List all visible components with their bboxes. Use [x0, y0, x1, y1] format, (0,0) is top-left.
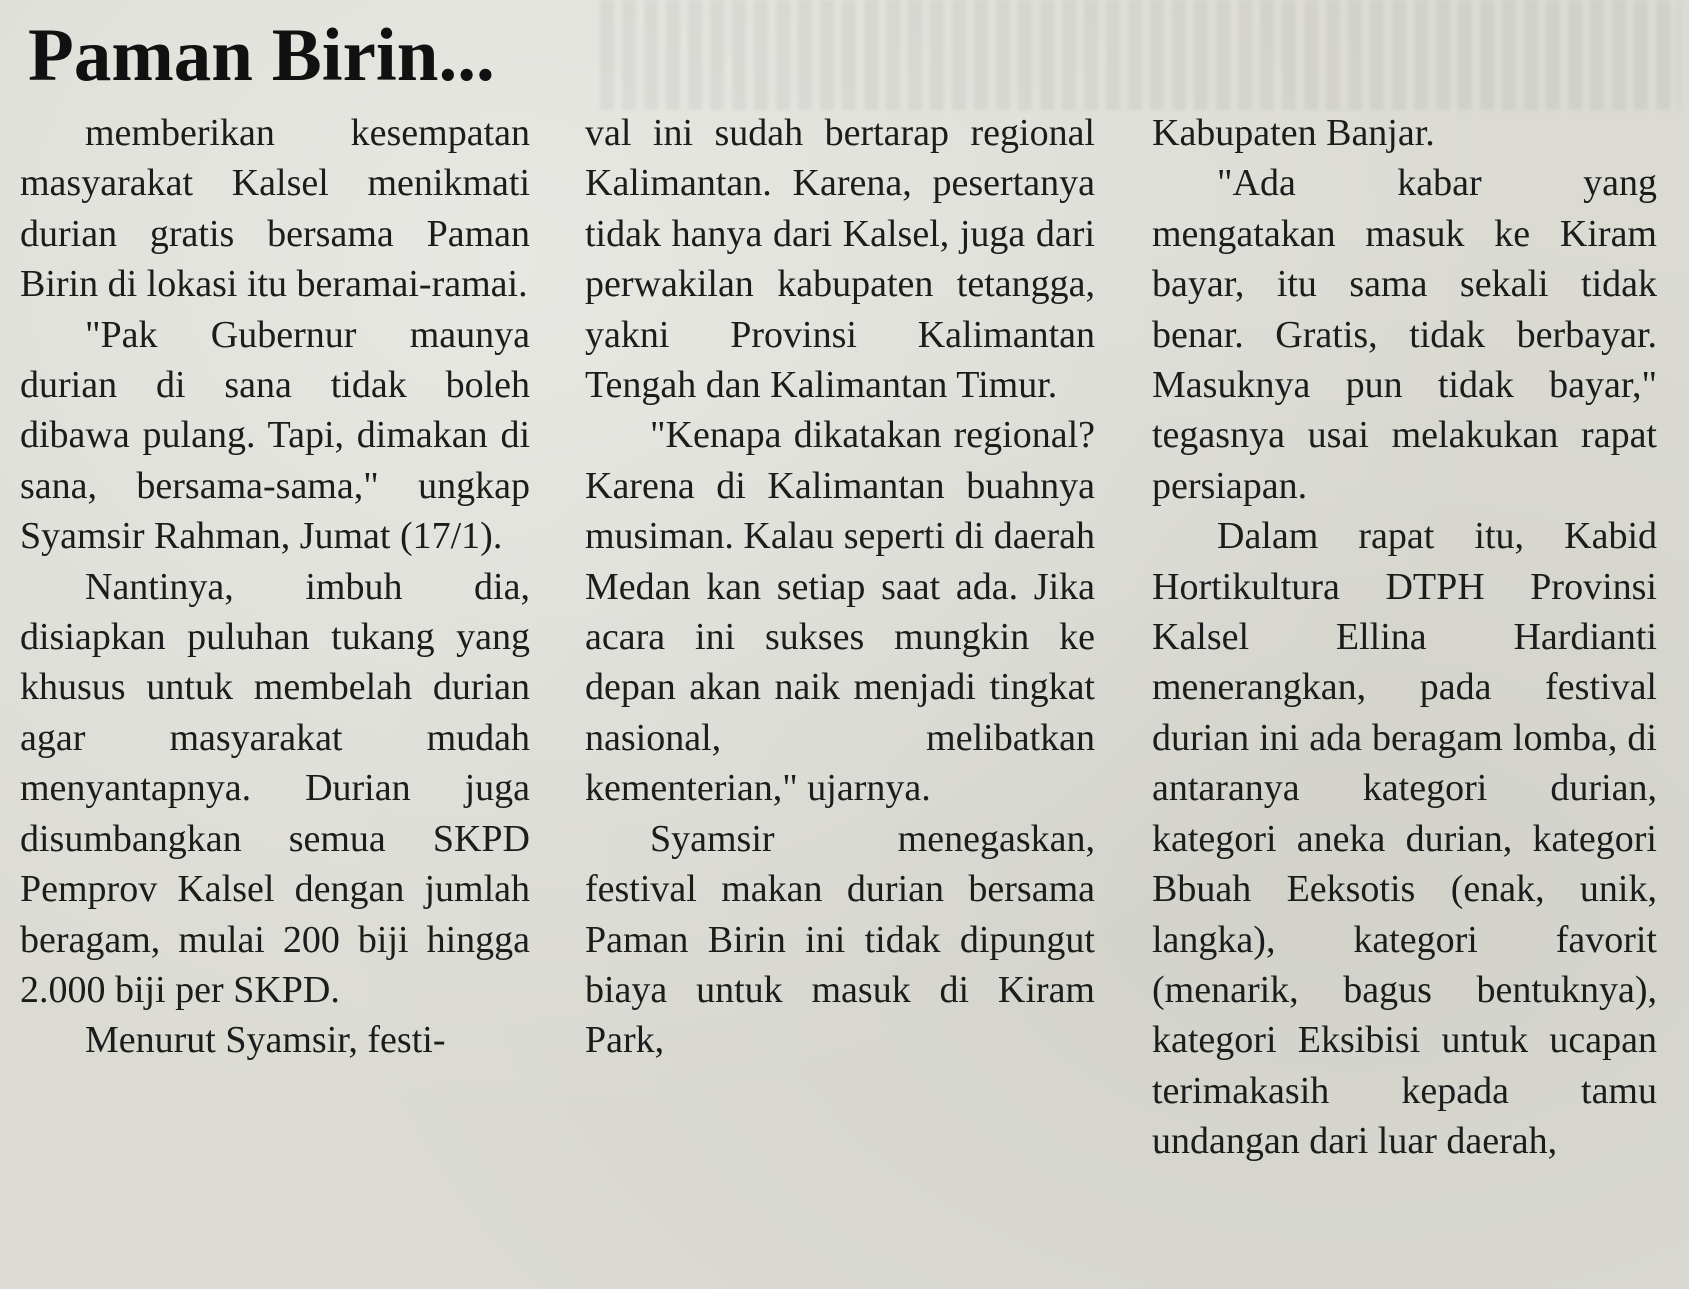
- paragraph: val ini sudah bertarap regional Kalimantan. Karena, pesertanya tidak hanya dari Kalsel, juga dari perwakilan kabupaten tetangga, yakni Provinsi Kalimantan Tengah dan Kalimantan Timur.: [585, 112, 1095, 407]
- paragraph: "Ada kabar yang mengatakan masuk ke Kiram bayar, itu sama sekali tidak benar. Gratis, tidak berbayar. Masuknya pun tidak bayar," tegasnya usai melakukan rapat persiapan.: [1152, 162, 1657, 507]
- article-column-1: [20, 108, 530, 1066]
- paragraph: Dalam rapat itu, Kabid Hortikultura DTPH Provinsi Kalsel Ellina Hardianti menerangkan, pada festival durian ini ada beragam lomba, di antaranya kategori durian, kategori aneka durian, kategori Bbuah Eeksotis (enak, unik, langka), kategori favorit (menarik, bagus bentuknya), kategori Eksibisi untuk ucapan terimakasih kepada tamu undangan dari luar daerah,: [1152, 515, 1657, 1163]
- paragraph: Kabupaten Banjar.: [1152, 112, 1435, 154]
- paragraph: "Pak Gubernur maunya durian di sana tidak boleh dibawa pulang. Tapi, dimakan di sana, bersama-sama," ungkap Syamsir Rahman, Jumat (17/1).: [20, 313, 530, 558]
- paragraph: Syamsir menegaskan, festival makan durian bersama Paman Birin ini tidak dipungut biaya untuk masuk di Kiram Park,: [585, 817, 1095, 1062]
- paragraph: Menurut Syamsir, festi-: [85, 1019, 446, 1062]
- article-headline: Paman Birin...: [28, 14, 495, 97]
- paragraph: memberikan kesempatan masyarakat Kalsel menikmati durian gratis bersama Paman Birin di lokasi itu beramai-ramai.: [20, 112, 530, 306]
- article-column-2: [585, 108, 1095, 1066]
- paragraph: Nantinya, imbuh dia, disiapkan puluhan tukang yang khusus untuk membelah durian agar masyarakat mudah menyantapnya. Durian juga disumbangkan semua SKPD Pemprov Kalsel dengan jumlah beragam, mulai 200 biji hingga 2.000 biji per SKPD.: [20, 565, 530, 1011]
- bleed-through-texture: [600, 0, 1680, 110]
- article-column-3: [1152, 108, 1657, 1167]
- paragraph: "Kenapa dikatakan regional? Karena di Kalimantan buahnya musiman. Kalau seperti di daerah Medan kan setiap saat ada. Jika acara ini sukses mungkin ke depan akan naik menjadi tingkat nasional, melibatkan kementerian," ujarnya.: [585, 414, 1095, 810]
